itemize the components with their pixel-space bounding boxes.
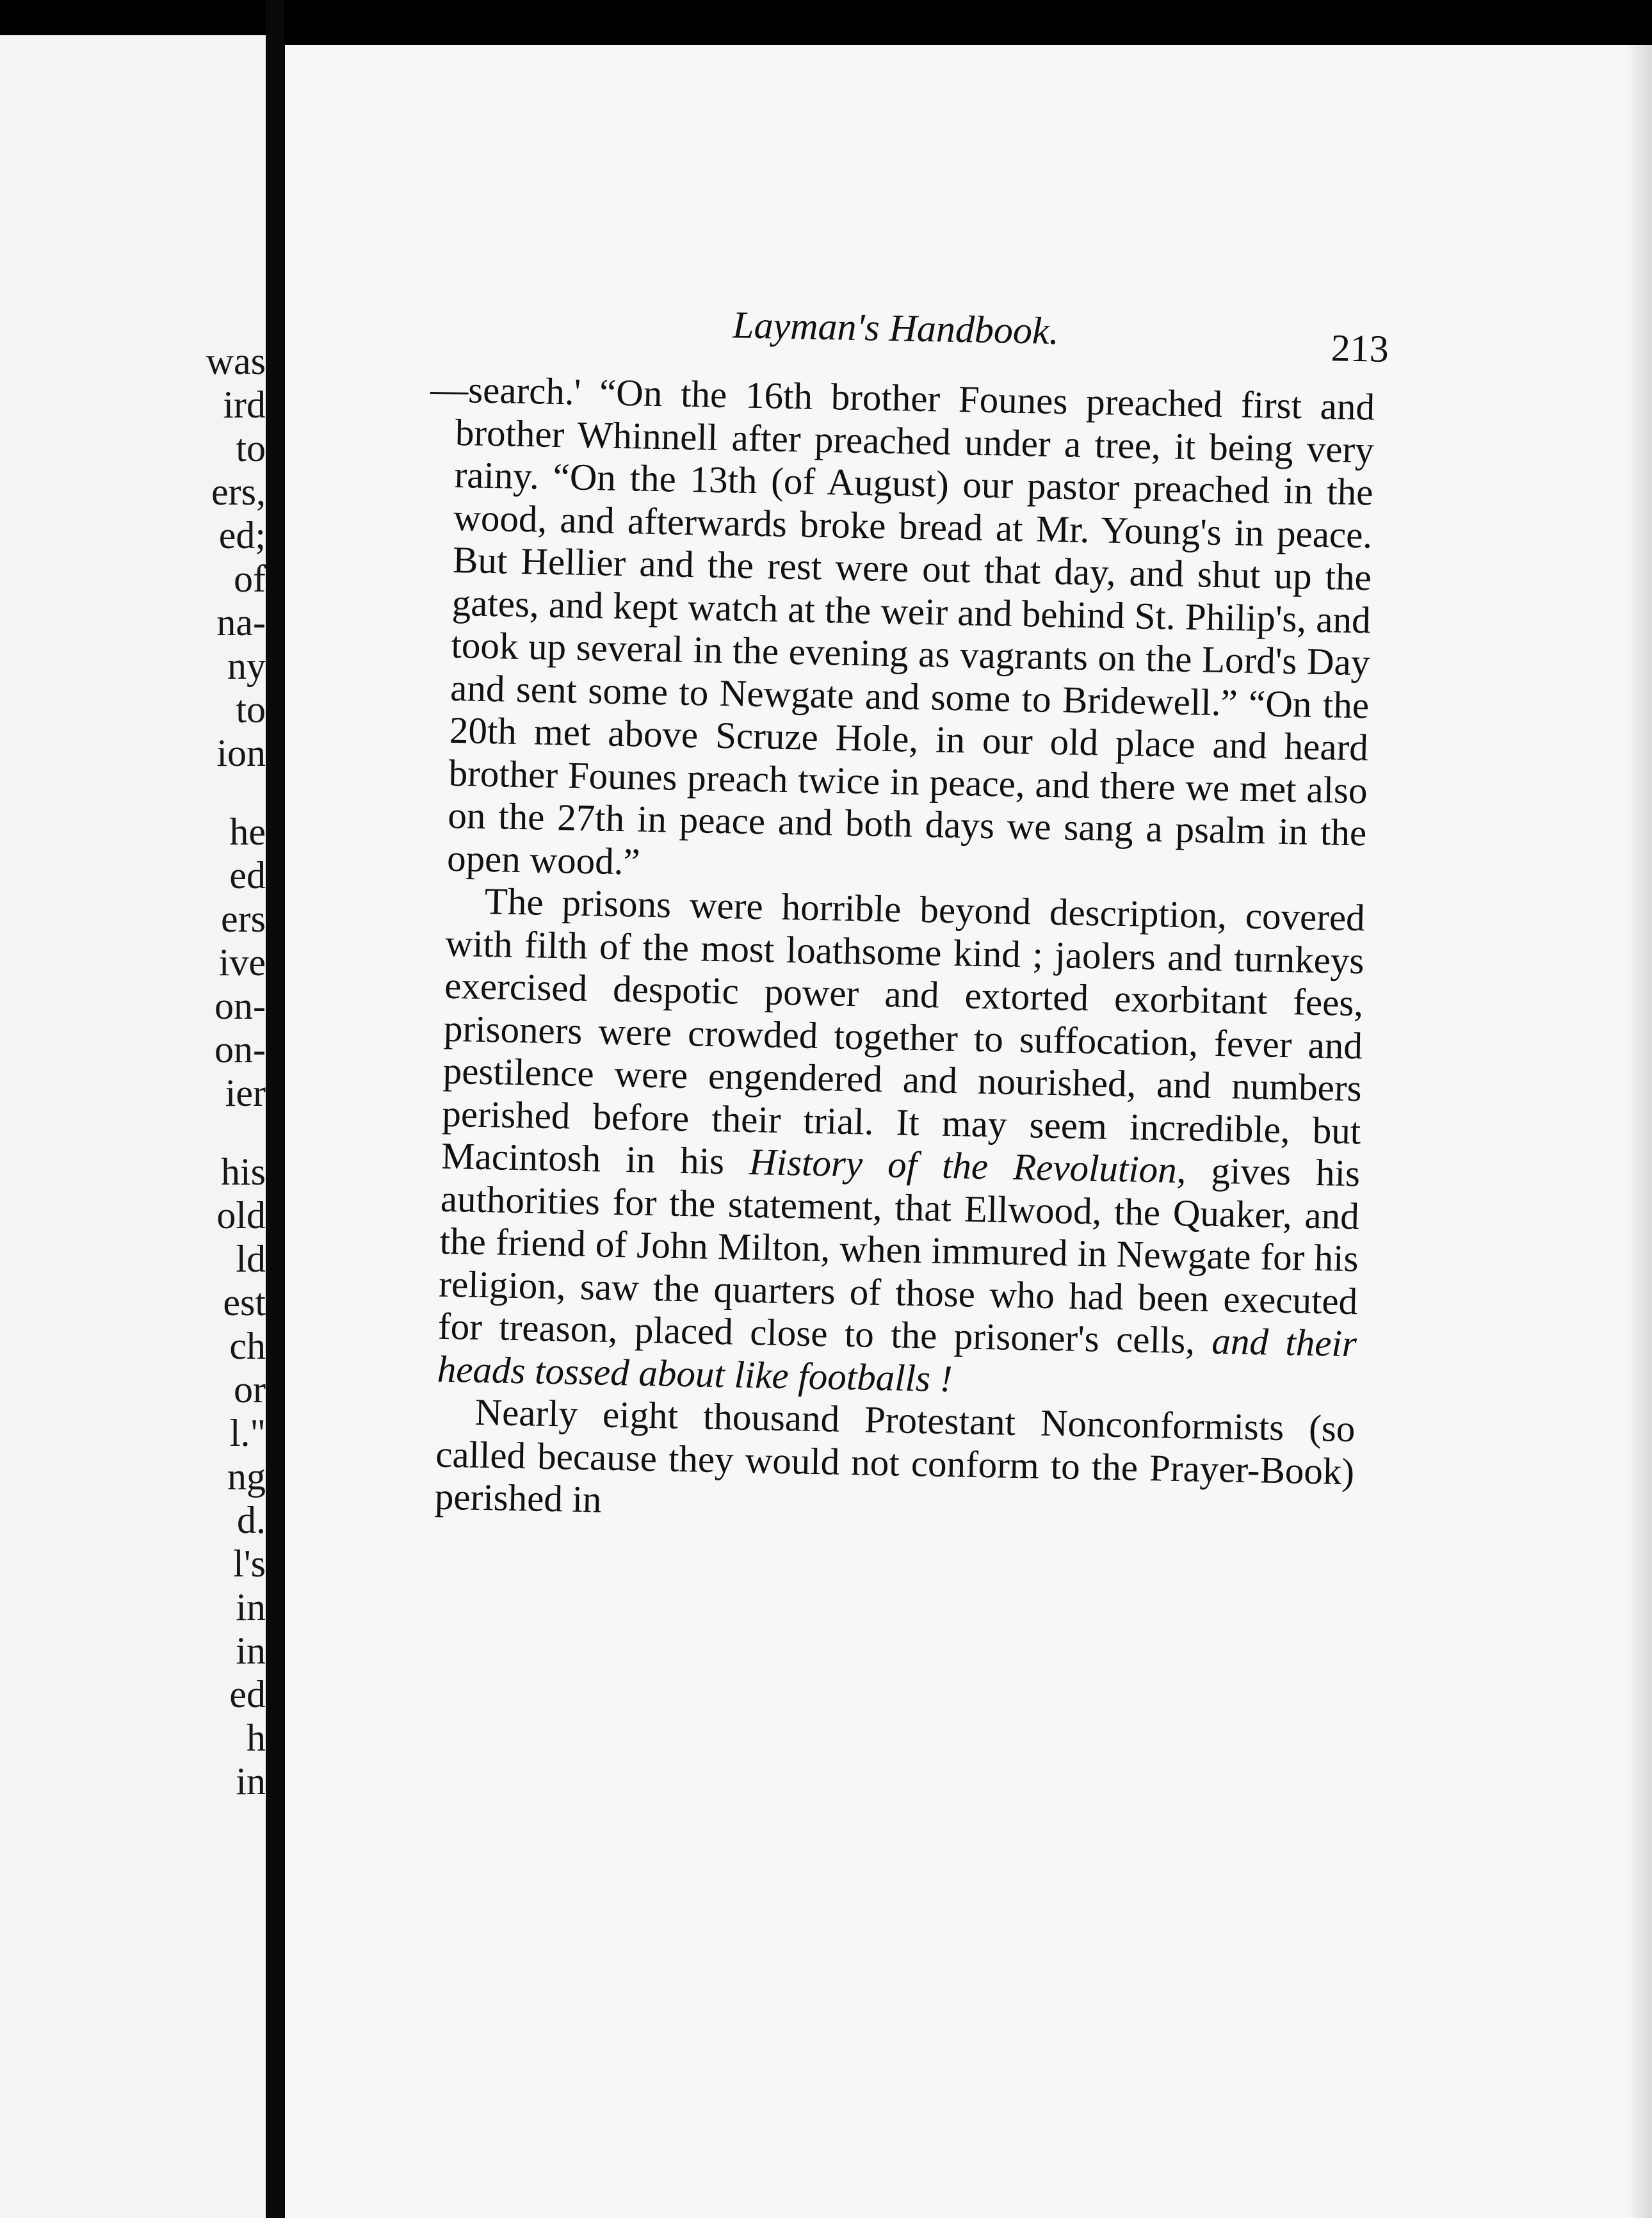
left-page-line-fragment — [138, 775, 266, 810]
left-page-line-fragment: or — [234, 1368, 266, 1411]
paragraph-2-italic-end: and their heads tossed about like footballs ! — [437, 1319, 1357, 1400]
left-page-line-fragment: l's — [233, 1542, 266, 1585]
left-page-line-fragment: ion — [216, 732, 266, 774]
left-page-line-fragment — [138, 1115, 266, 1150]
left-page-line-fragment: in — [236, 1586, 266, 1628]
left-page-line-fragment: was — [206, 340, 266, 382]
text-block — [430, 298, 1389, 1535]
left-page-text-fragments — [138, 339, 266, 1803]
left-page-line-fragment: l." — [229, 1412, 266, 1454]
left-page-line-fragment: ers — [221, 898, 266, 940]
right-page — [285, 45, 1652, 2218]
left-page-line-fragment: old — [216, 1194, 266, 1236]
left-page-line-fragment: ed — [229, 1673, 266, 1715]
left-page-line-fragment: in — [236, 1630, 266, 1672]
book-gutter — [266, 0, 284, 2218]
left-page-line-fragment: ld — [236, 1238, 266, 1280]
running-title: Layman's Handbook. — [732, 304, 1060, 353]
left-page-line-fragment: ive — [218, 941, 266, 984]
left-page-line-fragment: ed; — [218, 514, 266, 556]
left-page-line-fragment: to — [236, 427, 266, 469]
left-page-line-fragment: d. — [237, 1499, 266, 1541]
left-page-line-fragment: ny — [227, 645, 266, 687]
left-page-line-fragment: his — [220, 1151, 266, 1193]
paragraph-2-text-start: The prisons were horrible beyond description, covered with filth of the most loathsome kind ; jaolers and turnkeys exercised despotic power and extorted exorbitant fees, prisoners were crowded together to suffocation, fever and pestilence were engendered and nourished, and numbers perished before their trial. It may seem incredible, but Macintosh in his — [441, 879, 1366, 1183]
left-page-line-fragment: on- — [215, 1028, 266, 1071]
left-page-line-fragment: ier — [225, 1072, 266, 1114]
page-number: 213 — [1331, 327, 1389, 370]
left-page — [0, 35, 266, 2218]
left-page-line-fragment: ch — [229, 1325, 266, 1367]
paragraph-3: Nearly eight thousand Protestant Nonconformists (so called because they would not conform to the Prayer-Book) perished in — [434, 1390, 1356, 1521]
book-title-italic: History of the Revolution — [749, 1140, 1178, 1191]
page-edge-shadow — [1626, 45, 1652, 2218]
paragraph-2-text-middle: , gives his authorities for the statement, that Ellwood, the Quaker, and the friend of John Milton, when immured in Newgate for his religion, saw the quarters of those who had been executed for treason, placed close to the prisoner's cells, — [437, 1148, 1361, 1362]
left-page-line-fragment: ird — [223, 384, 266, 426]
left-page-line-fragment: on- — [215, 985, 266, 1027]
left-page-line-fragment: est — [223, 1281, 266, 1324]
left-page-line-fragment: ers, — [211, 471, 266, 513]
left-page-line-fragment: of — [234, 558, 266, 600]
left-page-line-fragment: in — [236, 1760, 266, 1802]
left-page-line-fragment: na- — [216, 601, 266, 644]
paragraph-1: —search.' “On the 16th brother Founes preached first and brother Whinnell after preached under a tree, it being very rainy. “On the 13th (of August) our pastor preached in the wood, and afterwards broke bread at Mr. Young's in peace. But Hellier and the rest were out that day, and shut up the gates, and kept watch at the weir and behind St. Philip's, and took up several in the evening as vagrants on the Lord's Day and sent some to Newgate and some to Bridewell.” “On the 20th met above Scruze Hole, in our old place and heard brother Founes preach twice in peace, and there we met also on the 27th in peace and both days we sang a psalm in the open wood.” — [430, 368, 1375, 883]
left-page-line-fragment: h — [247, 1717, 266, 1759]
left-page-line-fragment: ed — [229, 854, 266, 896]
left-page-line-fragment: to — [236, 688, 266, 731]
left-page-line-fragment: he — [229, 811, 266, 853]
paragraph-2 — [437, 879, 1365, 1407]
left-page-line-fragment: ng — [227, 1455, 266, 1498]
